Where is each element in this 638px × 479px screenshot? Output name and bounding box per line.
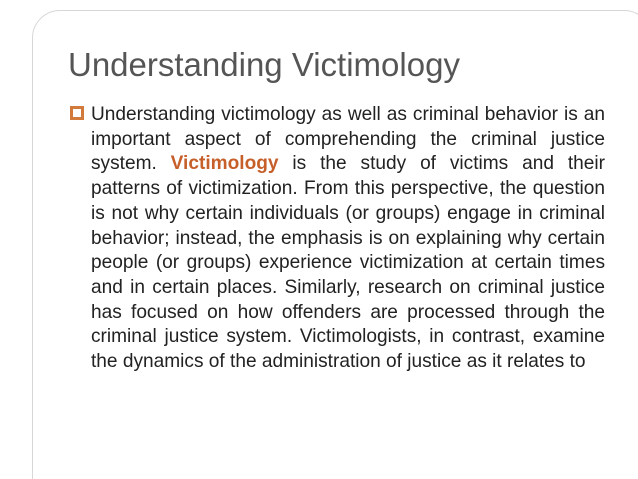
bullet-item — [70, 103, 605, 375]
slide-title: Understanding Victimology — [68, 46, 460, 83]
bullet-text — [91, 103, 605, 375]
square-bullet-icon — [70, 106, 84, 120]
bullet-text-body: is the study of victims and their patterns of victimization. From this perspective, the question is not why certain individuals (or groups) engage in criminal behavior; instead, the emphasis is on explaining why certain people (or groups) experience victimization at certain times and in certain places. Similarly, research on criminal justice has focused on how offenders are processed through the criminal justice system. Victimologists, in contrast, examine the dynamics of the administration of justice as it relates to — [91, 153, 605, 373]
bullet-text-intro: Understanding victimology as well as criminal behavior is an important aspect of comprehending the criminal justice system. — [91, 104, 605, 175]
victimology-highlight: Victimology — [170, 153, 279, 175]
